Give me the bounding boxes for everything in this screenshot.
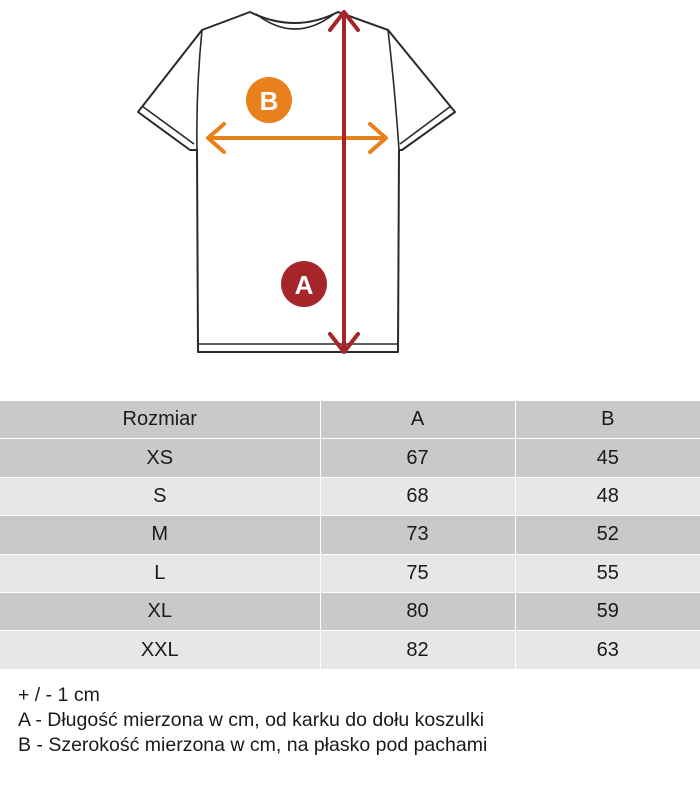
width-cell: 63 [515,631,700,669]
width-note: B - Szerokość mierzona w cm, na płasko pod pachami [18,734,488,756]
width-cell: 48 [515,477,700,515]
header-b: B [515,401,700,439]
size-cell: XL [0,592,320,630]
table-row [0,439,700,477]
table-header-row [0,401,700,439]
badge-b [246,77,292,123]
width-cell: 59 [515,592,700,630]
length-cell: 82 [320,631,515,669]
table-row [0,477,700,515]
table-row [0,516,700,554]
length-cell: 73 [320,516,515,554]
length-cell: 75 [320,554,515,592]
size-cell: L [0,554,320,592]
table-row [0,592,700,630]
width-cell: 52 [515,516,700,554]
length-note: A - Długość mierzona w cm, od karku do dołu koszulki [18,709,485,731]
size-cell: XXL [0,631,320,669]
table-row [0,554,700,592]
size-cell: S [0,477,320,515]
badge-a [281,261,327,307]
length-cell: 68 [320,477,515,515]
badge-b-label: B [259,86,279,116]
size-cell: M [0,516,320,554]
width-cell: 45 [515,439,700,477]
tshirt-illustration [0,0,700,380]
width-cell: 55 [515,554,700,592]
size-cell: XS [0,439,320,477]
table-row [0,631,700,669]
tolerance-note: + / - 1 cm [18,684,100,706]
measurement-notes [18,683,487,758]
header-a: A [320,401,515,439]
header-size: Rozmiar [0,401,320,439]
length-cell: 80 [320,592,515,630]
length-cell: 67 [320,439,515,477]
badge-a-label: A [294,270,314,300]
size-chart-table [0,401,700,670]
tshirt-measurement-diagram [0,0,700,380]
